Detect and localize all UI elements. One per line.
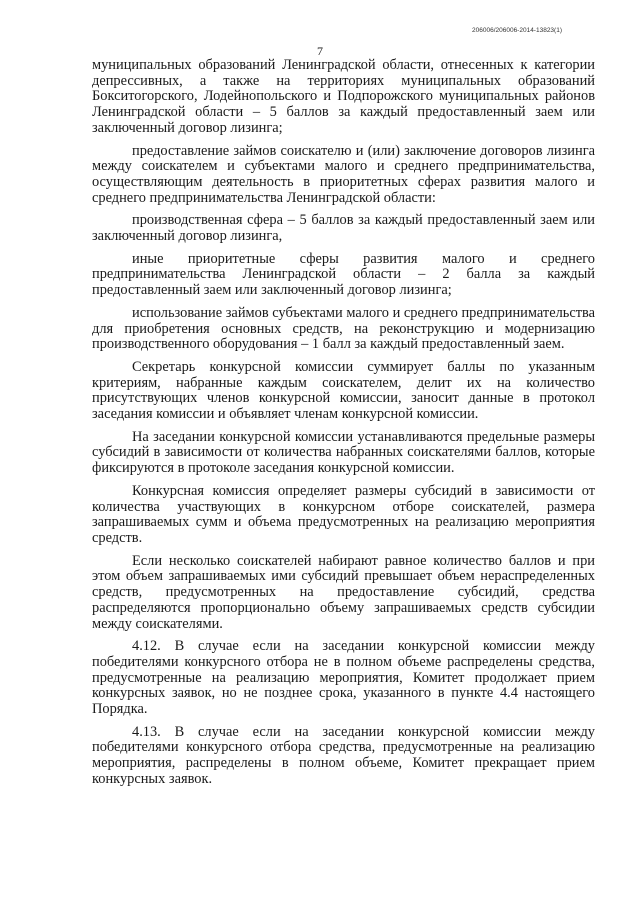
paragraph: использование займов субъектами малого и среднего предпринимательства для приобретения основных средств, на реконструкцию и модернизацию производственного оборудования – 1 балл за каждый предоставленный заем. xyxy=(92,304,595,353)
paragraph: иные приоритетные сферы развития малого и среднего предпринимательства Ленинградской области – 2 балла за каждый предоставленный заем или заключенный договор лизинга; xyxy=(92,250,595,299)
paragraph: 4.13. В случае если на заседании конкурсной комиссии между победителями конкурсного отбора средства, предусмотренные на реализацию мероприятия, распределены в полном объеме, Комитет прекращает прием конкурсных заявок. xyxy=(92,723,595,787)
page-number: 7 xyxy=(317,44,323,58)
paragraph: предоставление займов соискателю и (или) заключение договоров лизинга между соискателем и субъектами малого и среднего предпринимательства, осуществляющим деятельность в приоритетных сферах развития малого и среднего предпринимательства Ленинградской области: xyxy=(92,142,595,206)
paragraph: Если несколько соискателей набирают равное количество баллов и при этом объем запрашиваемых ими субсидий превышает объем нераспределенных средств, предусмотренных на предоставление субсидий, средства распределяются пропорционально объему запрашиваемых средств субсидии между соискателями. xyxy=(92,552,595,632)
document-id: 206006/206006-2014-13823(1) xyxy=(472,27,562,34)
paragraph: муниципальных образований Ленинградской области, отнесенных к категории депрессивных, а также на территориях муниципальных образований Бокситогорского, Лодейнопольского и Подпорожского муниципальных районов Ленинградской области – 5 баллов за каждый предоставленный заем или заключенный договор лизинга; xyxy=(92,57,595,136)
paragraph: Секретарь конкурсной комиссии суммирует баллы по указанным критериям, набранные каждым соискателем, делит их на количество присутствующих членов конкурсной комиссии, заносит данные в протокол заседания комиссии и объявляет членам конкурсной комиссии. xyxy=(92,358,595,423)
paragraph: Конкурсная комиссия определяет размеры субсидий в зависимости от количества участвующих в конкурсном отборе соискателей, размера запрашиваемых сумм и объема предусмотренных на реализацию мероприятия средств. xyxy=(92,482,595,546)
document-body xyxy=(92,58,595,795)
paragraph: 4.12. В случае если на заседании конкурсной комиссии между победителями конкурсного отбора не в полном объеме распределены средства, предусмотренные на реализацию мероприятия, Комитет продолжает прием конкурсных заявок, но не позднее срока, указанного в пункте 4.4 настоящего Порядка. xyxy=(92,638,595,718)
paragraph: производственная сфера – 5 баллов за каждый предоставленный заем или заключенный договор лизинга, xyxy=(92,212,595,245)
paragraph: На заседании конкурсной комиссии устанавливаются предельные размеры субсидий в зависимости от количества набранных соискателями баллов, которые фиксируются в протоколе заседания конкурсной комиссии. xyxy=(92,428,595,477)
